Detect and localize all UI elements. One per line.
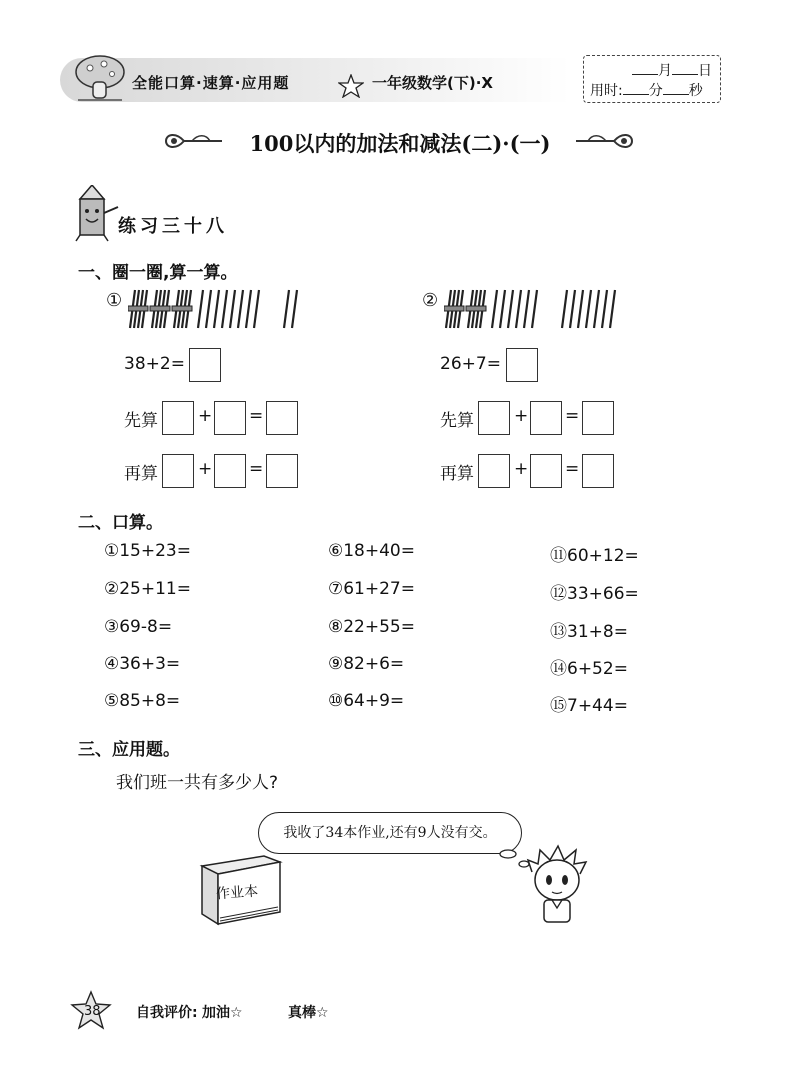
- q1-right-then-box1[interactable]: [478, 454, 510, 488]
- q1-right-number: ②: [422, 290, 439, 311]
- oral-item: ⑦61+27=: [328, 579, 415, 599]
- date-line: 月 日: [632, 60, 712, 80]
- oral-item: ⑧22+55=: [328, 617, 415, 637]
- q1-heading: 一、圈一圈,算一算。: [78, 263, 238, 283]
- section-name: 练习三十八: [118, 216, 228, 237]
- q1-left-equation: 38+2=: [124, 354, 185, 374]
- grade-label: 一年级数学(下)·X: [372, 74, 493, 92]
- sticks-left-illustration: [128, 288, 328, 332]
- q1-left-first-plus: +: [198, 406, 213, 426]
- bundle-band: [128, 306, 148, 311]
- flourish-right-icon: [574, 128, 636, 154]
- q1-left-answer-box[interactable]: [189, 348, 221, 382]
- q1-right-then-box3[interactable]: [582, 454, 614, 488]
- oral-item: ⑩64+9=: [328, 691, 405, 711]
- q1-right-first-label: 先算: [440, 411, 474, 431]
- mushroom-icon: [72, 52, 128, 104]
- counting-stick: [238, 290, 243, 328]
- counting-stick: [508, 290, 513, 328]
- bundle-band: [466, 306, 486, 311]
- oral-item: ③69-8=: [104, 617, 173, 637]
- counting-stick: [500, 290, 505, 328]
- bundle-band: [172, 306, 192, 311]
- oral-item: ⑮7+44=: [550, 696, 628, 716]
- oral-item: ⑫33+66=: [550, 584, 639, 604]
- q1-right-then-label: 再算: [440, 464, 474, 484]
- oral-item: ④36+3=: [104, 654, 181, 674]
- counting-stick: [246, 290, 251, 328]
- counting-stick: [594, 290, 599, 328]
- counting-stick: [206, 290, 211, 328]
- counting-stick: [524, 290, 529, 328]
- q1-right-first-box3[interactable]: [582, 401, 614, 435]
- q1-left-then-box3[interactable]: [266, 454, 298, 488]
- counting-stick: [214, 290, 219, 328]
- q3-heading: 三、应用题。: [78, 740, 180, 760]
- sticks-right-illustration: [444, 288, 644, 332]
- oral-item: ⑥18+40=: [328, 541, 415, 561]
- self-eval-option-2[interactable]: 真棒☆: [288, 1005, 329, 1021]
- self-eval-option-1[interactable]: 加油☆: [202, 1005, 243, 1021]
- self-eval-label: 自我评价:: [136, 1005, 198, 1021]
- q1-right-answer-box[interactable]: [506, 348, 538, 382]
- counting-stick: [532, 290, 537, 328]
- q2-heading: 二、口算。: [78, 513, 163, 533]
- counting-stick: [230, 290, 235, 328]
- speech-bubble: 我收了34本作业,还有9人没有交。: [258, 812, 522, 854]
- counting-stick: [562, 290, 567, 328]
- q1-left-number: ①: [106, 290, 123, 311]
- star-icon: [338, 74, 364, 98]
- counting-stick: [198, 290, 203, 328]
- oral-item: ⑭6+52=: [550, 659, 628, 679]
- q1-left-then-equals: =: [249, 459, 264, 479]
- counting-stick: [570, 290, 575, 328]
- q1-left-first-equals: =: [249, 406, 264, 426]
- q1-right-first-equals: =: [565, 406, 580, 426]
- q1-right-first-box1[interactable]: [478, 401, 510, 435]
- q1-right-equation: 26+7=: [440, 354, 501, 374]
- q1-right-then-plus: +: [514, 459, 529, 479]
- counting-stick: [254, 290, 259, 328]
- counting-stick: [284, 290, 289, 328]
- q1-left-then-box1[interactable]: [162, 454, 194, 488]
- series-title: 全能口算·速算·应用题: [132, 74, 290, 92]
- q1-left-then-box2[interactable]: [214, 454, 246, 488]
- page-number: 38: [84, 1004, 101, 1019]
- oral-item: ⑪60+12=: [550, 546, 639, 566]
- counting-stick: [222, 290, 227, 328]
- counting-stick: [516, 290, 521, 328]
- date-time-box: [583, 55, 721, 103]
- q1-left-then-plus: +: [198, 459, 213, 479]
- q1-left-then-label: 再算: [124, 464, 158, 484]
- page-title: 100以内的加法和减法(二)·(一): [249, 131, 551, 156]
- counting-stick: [578, 290, 583, 328]
- counting-stick: [602, 290, 607, 328]
- q1-left-first-label: 先算: [124, 411, 158, 431]
- counting-stick: [292, 290, 297, 328]
- counting-stick: [586, 290, 591, 328]
- q1-left-first-box1[interactable]: [162, 401, 194, 435]
- book-label: 作业本: [215, 883, 259, 903]
- oral-item: ①15+23=: [104, 541, 191, 561]
- q1-right-first-plus: +: [514, 406, 529, 426]
- q1-left-first-box3[interactable]: [266, 401, 298, 435]
- q1-right-then-box2[interactable]: [530, 454, 562, 488]
- q3-question: 我们班一共有多少人?: [116, 773, 279, 793]
- counting-stick: [610, 290, 615, 328]
- pencil-mascot-icon: [72, 185, 120, 243]
- q1-left-first-box2[interactable]: [214, 401, 246, 435]
- q1-right-then-equals: =: [565, 459, 580, 479]
- oral-item: ②25+11=: [104, 579, 191, 599]
- oral-item: ⑨82+6=: [328, 654, 405, 674]
- q1-right-first-box2[interactable]: [530, 401, 562, 435]
- bundle-band: [444, 306, 464, 311]
- oral-item: ⑤85+8=: [104, 691, 181, 711]
- oral-item: ⑬31+8=: [550, 622, 628, 642]
- counting-stick: [492, 290, 497, 328]
- boy-character: [522, 842, 592, 926]
- time-line: 用时: 分 秒: [590, 83, 703, 99]
- bundle-band: [150, 306, 170, 311]
